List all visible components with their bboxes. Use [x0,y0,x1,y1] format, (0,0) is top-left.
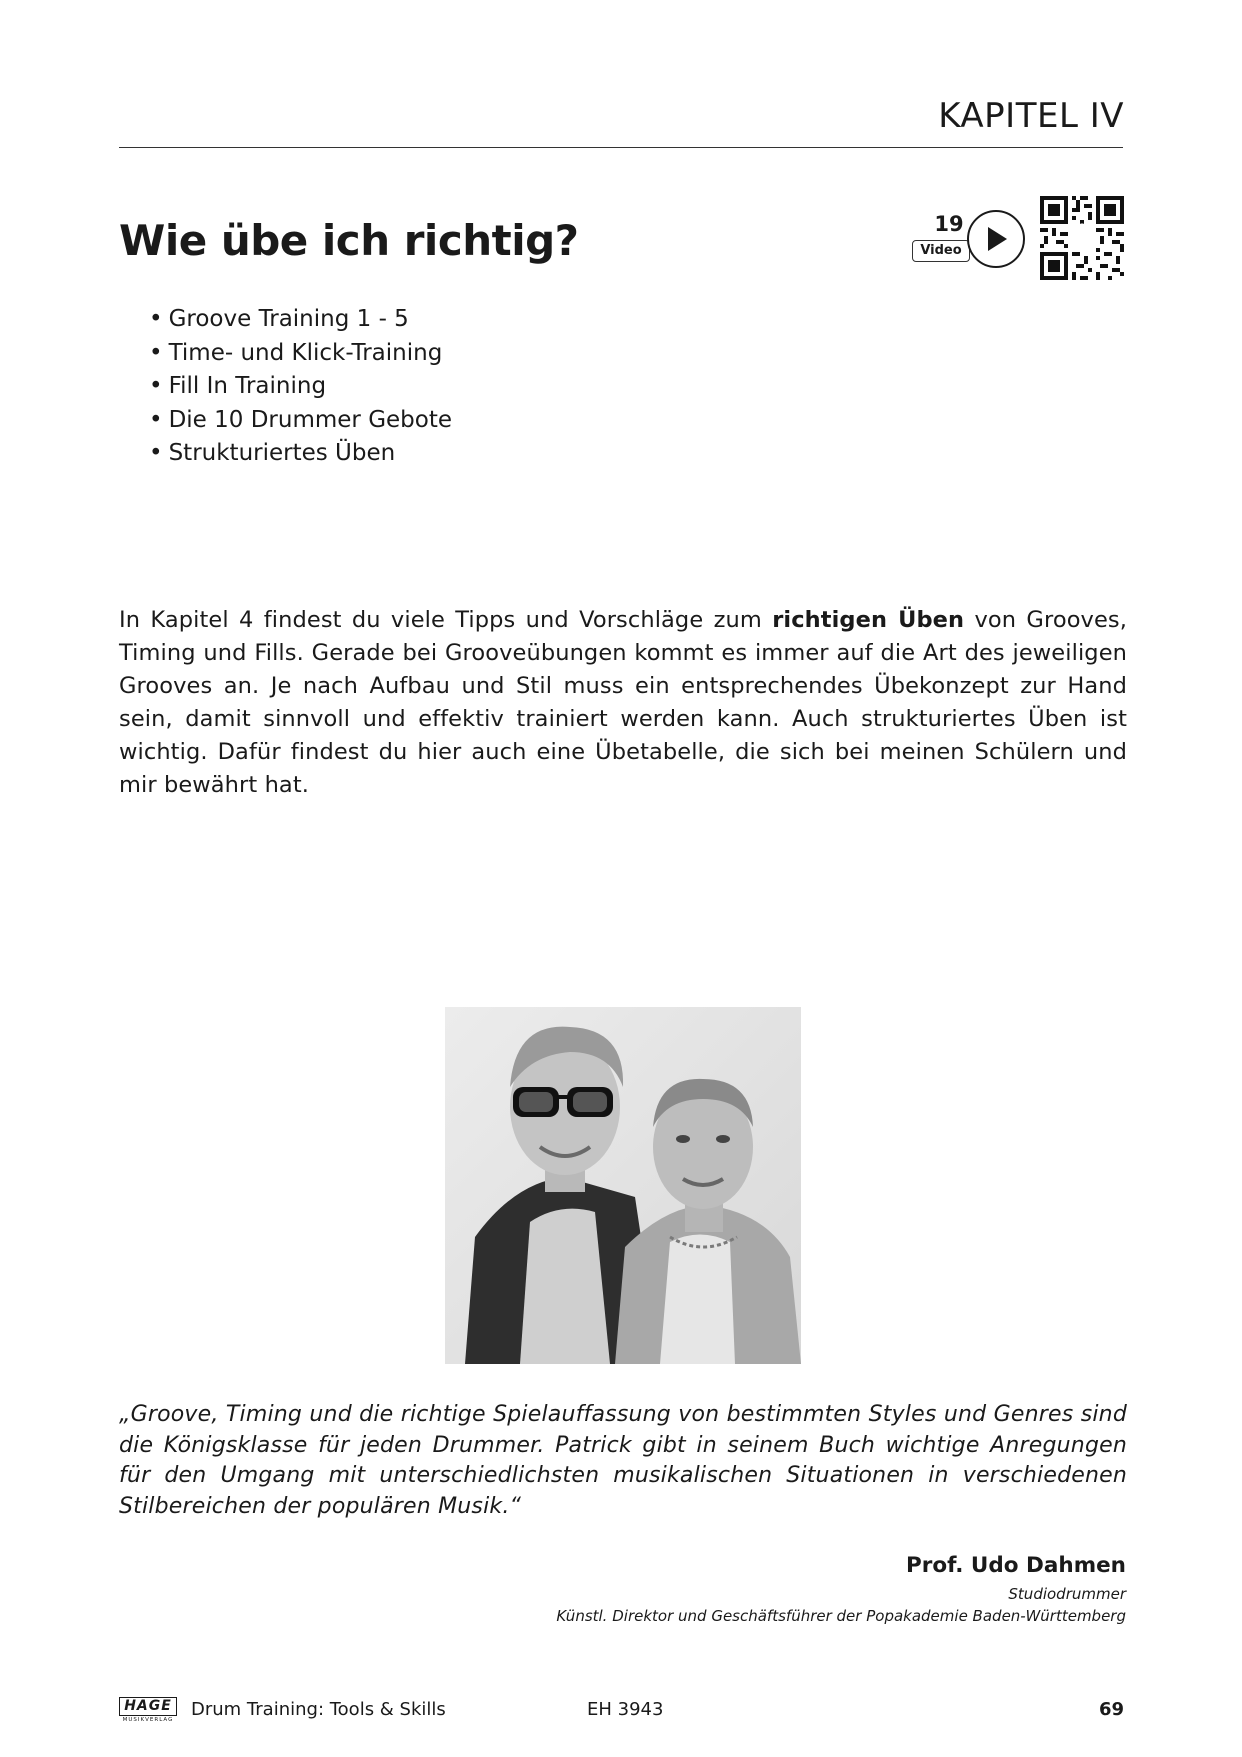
publisher-logo-main: HAGE [119,1697,177,1716]
intro-emphasis: richtigen Üben [772,607,965,633]
intro-text-end: von Grooves, Timing und Fills. Gerade bei Grooveübungen kommt es immer auf die Art des jeweiligen Grooves an. Je nach Aufbau und Stil muss ein entsprechendes Übekonzept zur Hand sein, damit sinnvoll und effektiv trainiert werden kann. Auch strukturiertes Üben ist wichtig. Dafür findest du hier auch eine Übetabelle, die sich bei meinen Schülern und mir bewährt hat. [119,607,1127,798]
topic-item: • Groove Training 1 - 5 [149,303,452,337]
intro-text-start: In Kapitel 4 findest du viele Tipps und Vorschläge zum [119,607,773,633]
intro-paragraph [119,604,1127,802]
quote-author-organization: Künstl. Direktor und Geschäftsführer der Popakademie Baden-Württemberg [556,1607,1126,1625]
footer-book-title: Drum Training: Tools & Skills [191,1699,446,1720]
portrait-illustration [445,1007,801,1364]
video-label: Video [912,240,970,262]
publisher-logo-sub: MUSIKVERLAG [122,1717,174,1723]
header-rule [119,147,1123,148]
topic-list [149,303,452,471]
qr-code[interactable] [1040,196,1124,280]
topic-item: • Die 10 Drummer Gebote [149,404,452,438]
footer-catalog-number: EH 3943 [587,1699,664,1720]
testimonial-quote: „Groove, Timing und die richtige Spielauffassung von bestimmten Styles und Genres sind die Königsklasse für jeden Drummer. Patrick gibt in seinem Buch wichtige Anregungen für den Umgang mit unterschiedlichsten musikalischen Situationen in verschiedenen Stilbereichen der populären Musik.“ [119,1402,1127,1519]
play-icon [986,226,1008,252]
quote-author: Prof. Udo Dahmen [905,1553,1126,1578]
page-number: 69 [1098,1699,1124,1720]
topic-item: • Strukturiertes Üben [149,437,452,471]
topic-item: • Fill In Training [149,370,452,404]
chapter-heading: KAPITEL IV [938,96,1124,136]
video-link[interactable] [910,210,1026,274]
topic-item: • Time- und Klick-Training [149,337,452,371]
quote-author-role: Studiodrummer [1008,1585,1126,1603]
portrait-photo [445,1007,801,1364]
publisher-logo [119,1697,177,1723]
page-title: Wie übe ich richtig? [119,216,579,265]
video-number: 19 [934,212,964,236]
play-button[interactable] [967,210,1025,268]
